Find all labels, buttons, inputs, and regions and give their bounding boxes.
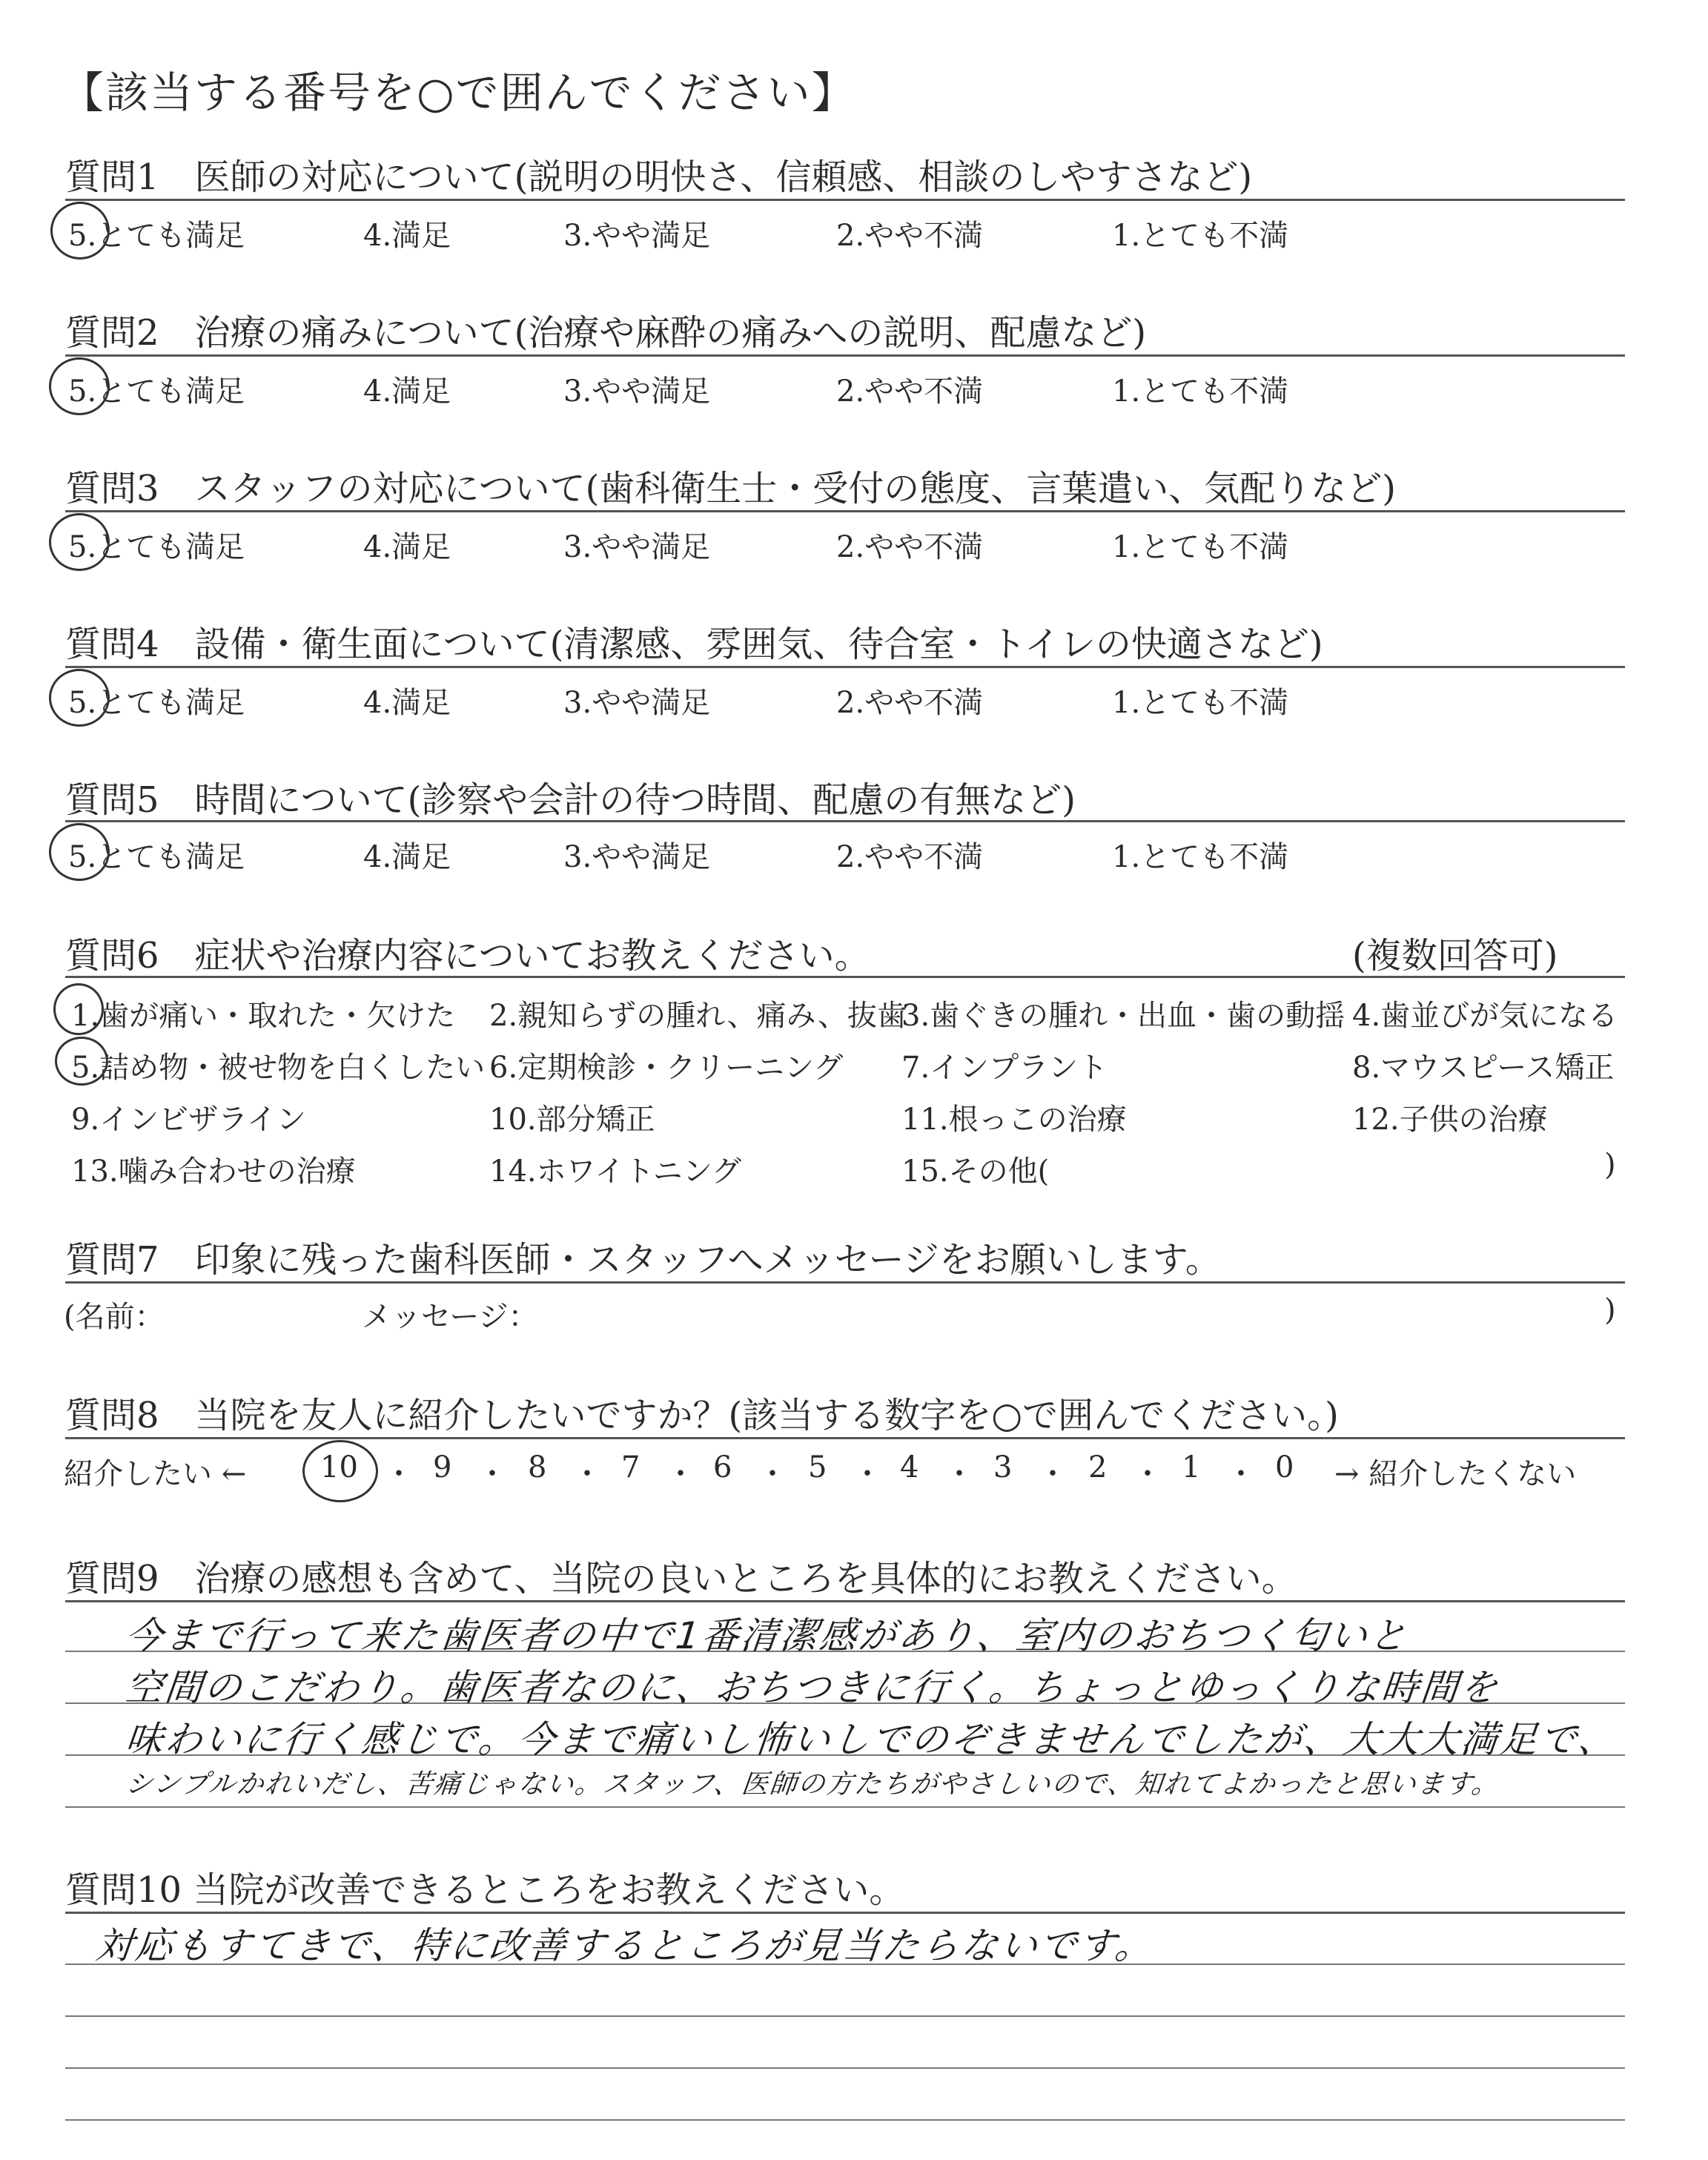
q6-item-15[interactable]: 15.その他( (901, 1155, 1050, 1189)
question-5-title: 質問5 時間について(診察や会計の待つ時間、配慮の有無など) (65, 779, 1076, 821)
q10-answer: 対応もすてきで、特に改善するところが見当たらないです。 (93, 1924, 1157, 1967)
question-2-rule (65, 354, 1625, 357)
scale-5[interactable]: 5 (808, 1450, 827, 1484)
option-3[interactable]: 3.やや満足 (563, 840, 711, 874)
selected-circle (50, 202, 110, 260)
option-1[interactable]: 1.とても不満 (1112, 686, 1289, 720)
selected-circle-item-5 (55, 1037, 108, 1086)
scale-dot: ・ (1133, 1457, 1162, 1491)
scale-dot: ・ (572, 1457, 602, 1491)
q7-message-label: メッセージ： (362, 1300, 538, 1334)
option-3[interactable]: 3.やや満足 (563, 530, 711, 564)
question-8-title: 質問8 当院を友人に紹介したいですか？(該当する数字を○で囲んでください。) (65, 1395, 1339, 1436)
option-2[interactable]: 2.やや不満 (836, 530, 984, 564)
option-4[interactable]: 4.満足 (363, 530, 451, 564)
q9-answer-line-2: 空間のこだわり。歯医者なのに、おちつきに行く。ちょっとゆっくりな時間を (123, 1666, 1502, 1709)
q8-right-label: → 紹介したくない (1334, 1457, 1577, 1491)
q9-answer-line-3: 味わいに行く感じで。今まで痛いし怖いしでのぞきませんでしたが、大大大満足で、 (123, 1718, 1620, 1761)
selected-circle-10 (302, 1440, 378, 1502)
question-6-rule (65, 976, 1625, 978)
q6-item-6[interactable]: 6.定期検診・クリーニング (489, 1051, 844, 1085)
option-2[interactable]: 2.やや不満 (836, 840, 984, 874)
scale-dot: ・ (944, 1457, 974, 1491)
scale-dot: ・ (853, 1457, 882, 1491)
q6-item-15-close: ) (1604, 1148, 1616, 1182)
question-10-rule (65, 1912, 1625, 1914)
question-9-title: 質問9 治療の感想も含めて、当院の良いところを具体的にお教えください。 (65, 1558, 1297, 1599)
option-5[interactable]: 5.とても満足 (68, 686, 245, 720)
selected-circle (49, 513, 110, 571)
option-5[interactable]: 5.とても満足 (68, 530, 245, 564)
option-5[interactable]: 5.とても満足 (68, 840, 245, 874)
scale-10[interactable]: 10 (320, 1450, 358, 1484)
option-5[interactable]: 5.とても満足 (68, 374, 245, 409)
scale-dot: ・ (1038, 1457, 1068, 1491)
scale-7[interactable]: 7 (621, 1450, 640, 1484)
q9-answer-line-1: 今まで行って来た歯医者の中で1番清潔感があり、室内のおちつく匂いと (123, 1614, 1411, 1657)
q6-item-5[interactable]: 5.詰め物・被せ物を白くしたい (71, 1051, 486, 1085)
scale-3[interactable]: 3 (993, 1450, 1013, 1484)
option-1[interactable]: 1.とても不満 (1112, 530, 1289, 564)
question-3-rule (65, 510, 1625, 512)
q9-answer-line-4: シンプルかれいだし、苦痛じゃない。スタッフ、医師の方たちがやさしいので、知れてよかったと思います。 (124, 1769, 1502, 1800)
option-2[interactable]: 2.やや不満 (836, 374, 984, 409)
q6-item-3[interactable]: 3.歯ぐきの腫れ・出血・歯の動揺 (901, 999, 1345, 1033)
scale-6[interactable]: 6 (713, 1450, 732, 1484)
q8-left-label: 紹介したい ← (64, 1457, 247, 1491)
selected-circle-item-1 (53, 983, 104, 1035)
q6-item-8[interactable]: 8.マウスピース矯正 (1352, 1051, 1615, 1085)
answer-line (65, 2015, 1625, 2017)
scale-dot: ・ (666, 1457, 695, 1491)
q6-item-14[interactable]: 14.ホワイトニング (489, 1155, 742, 1189)
q7-close-paren: ) (1604, 1293, 1616, 1327)
scale-4[interactable]: 4 (900, 1450, 919, 1484)
q7-name-label: (名前： (64, 1300, 165, 1334)
option-4[interactable]: 4.満足 (363, 686, 451, 720)
option-4[interactable]: 4.満足 (363, 219, 451, 253)
q6-item-7[interactable]: 7.インプラント (901, 1051, 1108, 1085)
answer-line (65, 2067, 1625, 2069)
question-1-title: 質問1 医師の対応について(説明の明快さ、信頼感、相談のしやすさなど) (65, 156, 1253, 198)
option-2[interactable]: 2.やや不満 (836, 686, 984, 720)
option-4[interactable]: 4.満足 (363, 374, 451, 409)
scale-dot: ・ (1226, 1457, 1256, 1491)
question-2-title: 質問2 治療の痛みについて(治療や麻酔の痛みへの説明、配慮など) (65, 312, 1147, 354)
question-1-rule (65, 199, 1625, 201)
option-3[interactable]: 3.やや満足 (563, 374, 711, 409)
option-1[interactable]: 1.とても不満 (1112, 840, 1289, 874)
scale-0[interactable]: 0 (1275, 1450, 1294, 1484)
question-8-rule (65, 1437, 1625, 1439)
q6-item-10[interactable]: 10.部分矯正 (489, 1103, 655, 1137)
question-9-rule (65, 1600, 1625, 1602)
question-6-title: 質問6 症状や治療内容についてお教えください。 (65, 935, 870, 977)
scale-8[interactable]: 8 (528, 1450, 547, 1484)
q6-item-1[interactable]: 1.歯が痛い・取れた・欠けた (71, 999, 456, 1033)
option-2[interactable]: 2.やや不満 (836, 219, 984, 253)
question-6-note: (複数回答可) (1352, 935, 1558, 977)
question-4-rule (65, 666, 1625, 668)
option-5[interactable]: 5.とても満足 (68, 219, 245, 253)
q6-item-13[interactable]: 13.噛み合わせの治療 (71, 1155, 356, 1189)
scale-dot: ・ (384, 1457, 414, 1491)
scale-2[interactable]: 2 (1088, 1450, 1108, 1484)
q6-item-2[interactable]: 2.親知らずの腫れ、痛み、抜歯 (489, 999, 907, 1033)
survey-header: 【該当する番号を○で囲んでください】 (61, 67, 856, 118)
option-1[interactable]: 1.とても不満 (1112, 374, 1289, 409)
q6-item-4[interactable]: 4.歯並びが気になる (1352, 999, 1618, 1033)
question-5-rule (65, 820, 1625, 822)
question-10-title: 質問10 当院が改善できるところをお教えください。 (65, 1869, 905, 1911)
scale-9[interactable]: 9 (433, 1450, 452, 1484)
q6-item-9[interactable]: 9.インビザライン (71, 1103, 306, 1137)
option-4[interactable]: 4.満足 (363, 840, 451, 874)
scale-1[interactable]: 1 (1182, 1450, 1201, 1484)
q6-item-12[interactable]: 12.子供の治療 (1352, 1103, 1548, 1137)
answer-line (65, 2119, 1625, 2121)
scale-dot: ・ (477, 1457, 507, 1491)
q6-item-11[interactable]: 11.根っこの治療 (901, 1103, 1127, 1137)
answer-line (65, 1806, 1625, 1808)
selected-circle (49, 823, 110, 881)
selected-circle (49, 669, 110, 727)
selected-circle (49, 357, 110, 415)
option-1[interactable]: 1.とても不満 (1112, 219, 1289, 253)
option-3[interactable]: 3.やや満足 (563, 686, 711, 720)
question-4-title: 質問4 設備・衛生面について(清潔感、雰囲気、待合室・トイレの快適さなど) (65, 624, 1323, 665)
question-7-title: 質問7 印象に残った歯科医師・スタッフへメッセージをお願いします。 (65, 1239, 1221, 1281)
option-3[interactable]: 3.やや満足 (563, 219, 711, 253)
question-7-rule (65, 1281, 1625, 1284)
question-3-title: 質問3 スタッフの対応について(歯科衛生士・受付の態度、言葉遣い、気配りなど) (65, 468, 1397, 509)
scale-dot: ・ (758, 1457, 787, 1491)
